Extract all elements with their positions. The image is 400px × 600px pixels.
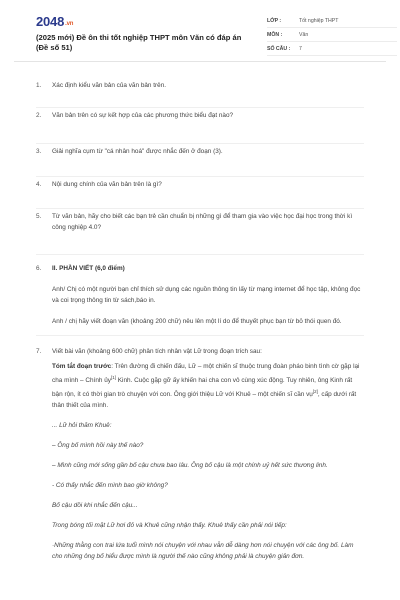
logo-sub: .vn (65, 21, 74, 27)
section-title: II. PHẦN VIẾT (6,0 điểm) (52, 265, 125, 272)
question-number: 4. (36, 181, 42, 188)
meta-table (267, 14, 397, 56)
question-item (36, 108, 364, 144)
question-item-7 (36, 336, 364, 357)
section-heading-row (36, 263, 364, 274)
question-number: 6. (36, 265, 42, 272)
header (14, 0, 386, 62)
meta-value: 7 (299, 45, 302, 52)
excerpt-line: ... Lữ hỏi thăm Khuê: (52, 422, 112, 430)
question-text: Xác định kiểu văn bản của văn bản trên. (52, 82, 167, 89)
question-list (14, 62, 386, 562)
excerpt-line: Trong bóng tối mặt Lữ hơi đỏ và Khuê cũng nhận thấy. Khuê thấy cần phải nói tiếp: (52, 522, 287, 530)
meta-row-count (267, 42, 397, 56)
excerpt-line: - Có thấy nhắc đến mình bao giờ không? (52, 482, 168, 490)
question-text: Viết bài văn (khoảng 600 chữ) phân tích nhân vật Lữ trong đoạn trích sau: (52, 348, 262, 355)
meta-row-class (267, 14, 397, 28)
question-item-6 (36, 255, 364, 336)
prompt-paragraph: Anh / chị hãy viết đoạn văn (khoảng 200 chữ) nêu lên một lí do để thuyết phục bạn từ bỏ thói quen đó. (52, 318, 342, 325)
meta-value: Tốt nghiệp THPT (299, 17, 339, 24)
question-number: 3. (36, 148, 42, 155)
logo-main: 2048 (36, 14, 65, 29)
meta-row-subject (267, 28, 397, 42)
excerpt-line: Bố cậu dồi khi nhắc đến cậu... (52, 502, 138, 510)
meta-key: LỚP : (267, 17, 282, 24)
excerpt (36, 361, 364, 562)
question-text: Văn bản trên có sự kết hợp của các phương thức biểu đạt nào? (52, 112, 234, 119)
question-number: 5. (36, 213, 42, 220)
excerpt-summary (52, 361, 364, 411)
meta-key: SỐ CÂU : (267, 45, 291, 52)
footnote-ref[interactable]: [2] (312, 389, 318, 395)
site-logo[interactable] (36, 14, 73, 29)
summary-text: : Trên đường đi chiến đấu, Lữ – một chiến sĩ thuộc trung đoàn pháo binh tình cờ gặp lại cha mình – Chính ủy (52, 363, 360, 385)
meta-key: MÔN : (267, 31, 283, 38)
question-text: Từ văn bản, hãy cho biết các bạn trẻ cần chuẩn bị những gì để tham gia vào việc học đại học trong thời kì công nghiệp 4.0? (52, 213, 353, 231)
question-item (36, 177, 364, 209)
question-number: 1. (36, 82, 42, 89)
question-item (36, 209, 364, 255)
question-number: 2. (36, 112, 42, 119)
question-item (36, 70, 364, 108)
summary-label: Tóm tắt đoạn trước (52, 363, 112, 370)
excerpt-line: – Ông bố mình hồi này thế nào? (52, 442, 144, 450)
question-item (36, 144, 364, 177)
footnote-ref[interactable]: [1] (110, 375, 116, 380)
prompt-paragraph: Anh/ Chị có một người bạn chỉ thích sử dụng các nguồn thông tin lấy từ mạng internet để học tập, không đọc và coi trọng thông tin từ sách,báo in. (52, 286, 361, 304)
question-text: Giải nghĩa cụm từ "cá nhân hoá" được nhắc đến ở đoạn (3). (52, 148, 223, 155)
excerpt-line: – Mình cũng mới sống gần bố cậu chưa bao lâu. Ông bố cậu là một chính uỷ hết sức thương linh. (52, 462, 328, 470)
summary-text: , cấp dưới rất thân thiết của mình. (52, 391, 357, 410)
document-title: (2025 mới) Đề ôn thi tốt nghiệp THPT môn Văn có đáp án (Đề số 51) (36, 33, 242, 52)
excerpt-line: ·Những thằng con trai lứa tuổi mình nói chuyện với nhau vẫn dễ dàng hơn nói chuyện với các ông bố. Làm cho những ông bố hiểu được mình là người thế nào cũng không phải là chuyện giản đơn. (52, 542, 354, 561)
summary-text: Kinh. Cuộc gặp gỡ ấy khiến hai cha con vô cùng xúc động. Tuy nhiên, ông Kinh rất bận rộn, ít có thời gian trò chuyện với con. Ông giới thiệu Lữ với Khuê – một chiến sĩ cần vụ (52, 377, 353, 399)
meta-value: Văn (299, 31, 309, 38)
question-number: 7. (36, 348, 42, 355)
question-text: Nội dung chính của văn bản trên là gì? (52, 181, 162, 188)
